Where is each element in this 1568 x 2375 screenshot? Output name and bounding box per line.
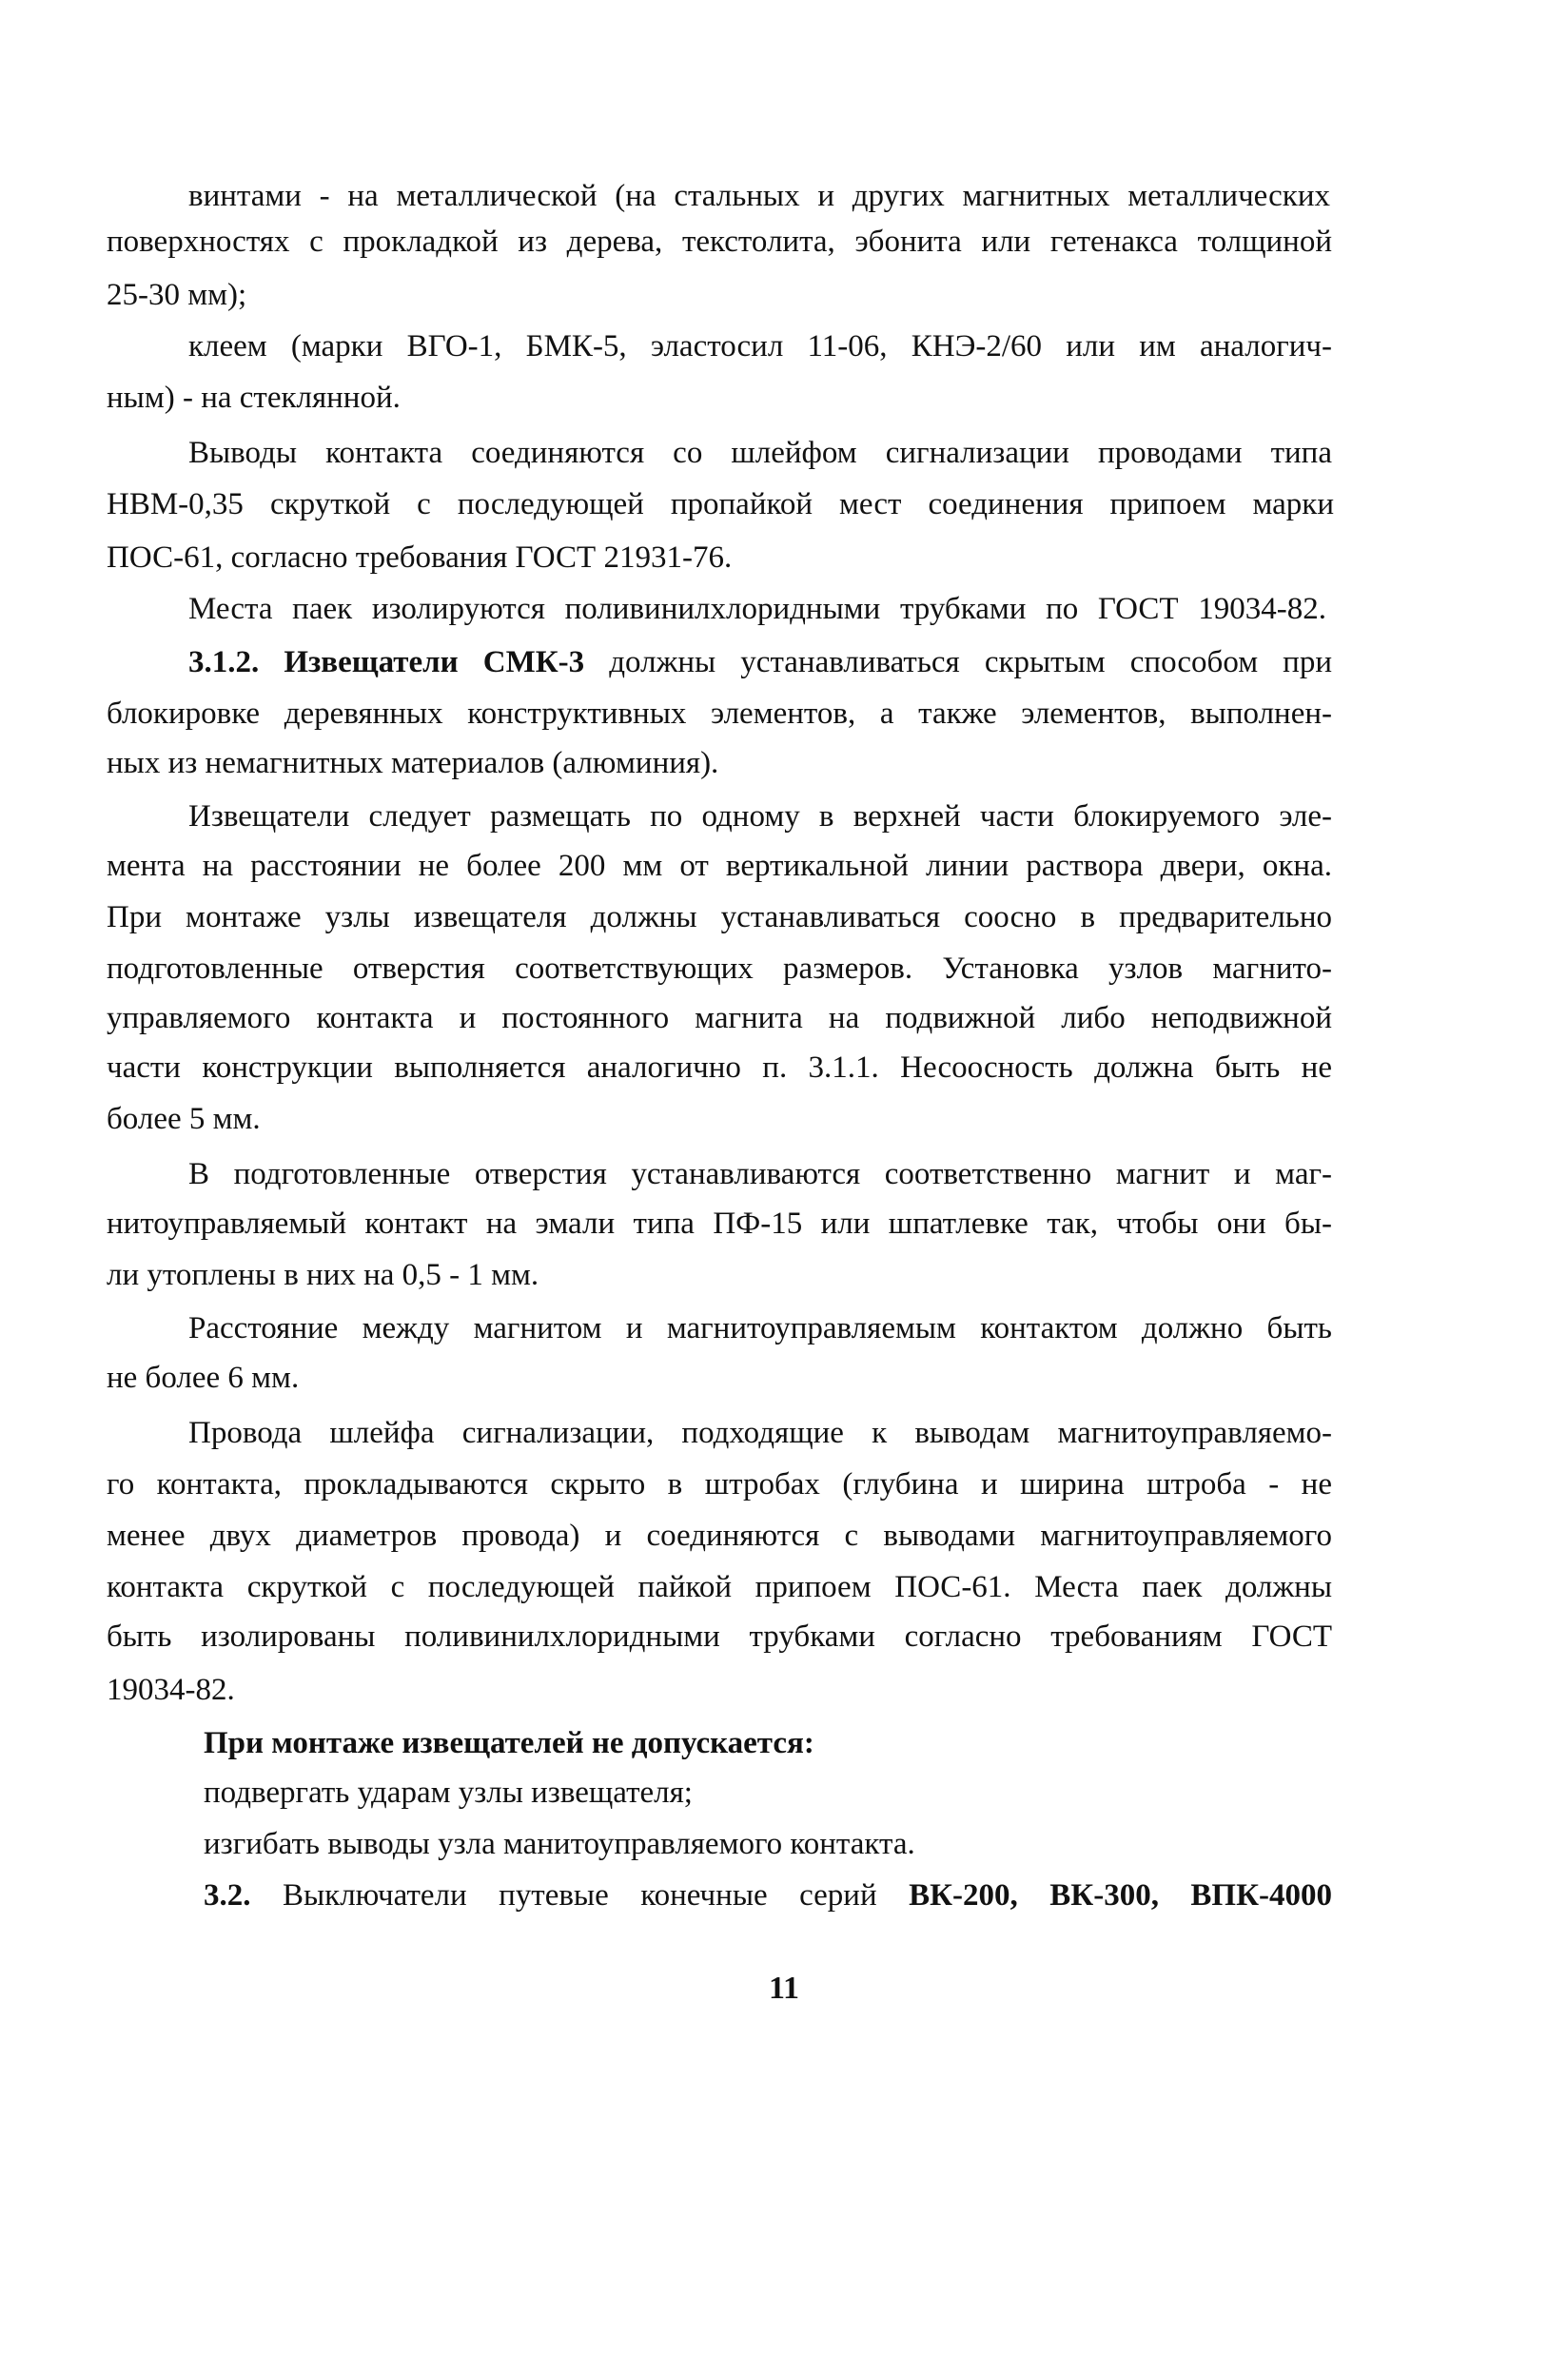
text-span: должны устанавливаться скрытым способом при [584, 645, 1333, 679]
text-line: мента на расстоянии не более 200 мм от вертикальной линии раствора двери, окна. [107, 849, 1332, 883]
text-line: Места паек изолируются поливинилхлоридными трубками по ГОСТ 19034-82. [188, 592, 1326, 626]
text-line: Выводы контакта соединяются со шлейфом сигнализации проводами типа [188, 436, 1332, 470]
section-heading-3-1-2: 3.1.2. Извещатели СМК-3 [188, 645, 585, 679]
text-line: поверхностях с прокладкой из дерева, текстолита, эбонита или гетенакса толщиной [107, 225, 1332, 259]
text-line: блокировке деревянных конструктивных элементов, а также элементов, выполнен- [107, 697, 1332, 731]
text-line: ПОС-61, согласно требования ГОСТ 21931-76. [107, 540, 733, 575]
section-number-3-2: 3.2. [204, 1878, 251, 1913]
list-item: подвергать ударам узлы извещателя; [204, 1776, 693, 1810]
text-line: ным) - на стеклянной. [107, 381, 401, 415]
section-3-2-line [204, 1876, 1332, 1914]
page-number: 11 [768, 1971, 800, 2006]
text-line: части конструкции выполняется аналогично п. 3.1.1. Несоосность должна быть не [107, 1050, 1332, 1085]
list-item: изгибать выводы узла манитоуправляемого контакта. [204, 1827, 915, 1861]
text-line: контакта скруткой с последующей пайкой припоем ПОС-61. Места паек должны [107, 1570, 1332, 1604]
text-line: НВМ-0,35 скруткой с последующей пропайкой мест соединения припоем марки [107, 487, 1334, 521]
text-line: клеем (марки ВГО-1, БМК-5, эластосил 11-06, КНЭ-2/60 или им аналогич- [188, 329, 1332, 363]
text-line: го контакта, прокладываются скрыто в штробах (глубина и ширина штроба - не [107, 1467, 1332, 1502]
text-line: нитоуправляемый контакт на эмали типа ПФ-15 или шпатлевке так, чтобы они бы- [107, 1207, 1332, 1241]
text-line: винтами - на металлической (на стальных и других магнитных металлических [188, 179, 1330, 213]
section-3-2-series: ВК-200, ВК-300, ВПК-4000 [909, 1878, 1333, 1913]
text-line: подготовленные отверстия соответствующих размеров. Установка узлов магнито- [107, 952, 1332, 986]
text-line: ли утоплены в них на 0,5 - 1 мм. [107, 1258, 539, 1292]
text-line: 19034-82. [107, 1673, 235, 1707]
text-line: Извещатели следует размещать по одному в верхней части блокируемого эле- [188, 799, 1332, 834]
text-line: Провода шлейфа сигнализации, подходящие к выводам магнитоуправляемо- [188, 1416, 1332, 1450]
text-line: Расстояние между магнитом и магнитоуправляемым контактом должно быть [188, 1311, 1332, 1345]
text-line: управляемого контакта и постоянного магнита на подвижной либо неподвижной [107, 1001, 1332, 1035]
text-line: ных из немагнитных материалов (алюминия). [107, 746, 719, 780]
prohibited-heading: При монтаже извещателей не допускается: [204, 1726, 814, 1760]
text-line: более 5 мм. [107, 1102, 261, 1136]
text-line: быть изолированы поливинилхлоридными трубками согласно требованиям ГОСТ [107, 1619, 1332, 1654]
text-line: 25-30 мм); [107, 278, 247, 312]
text-line: В подготовленные отверстия устанавливаются соответственно магнит и маг- [188, 1157, 1332, 1191]
text-line: менее двух диаметров провода) и соединяются с выводами магнитоуправляемого [107, 1519, 1332, 1553]
text-line: При монтаже узлы извещателя должны устанавливаться соосно в предварительно [107, 900, 1332, 934]
text-line: не более 6 мм. [107, 1361, 300, 1395]
text-line [188, 643, 1332, 681]
section-3-2-text: Выключатели путевые конечные серий [250, 1878, 910, 1913]
